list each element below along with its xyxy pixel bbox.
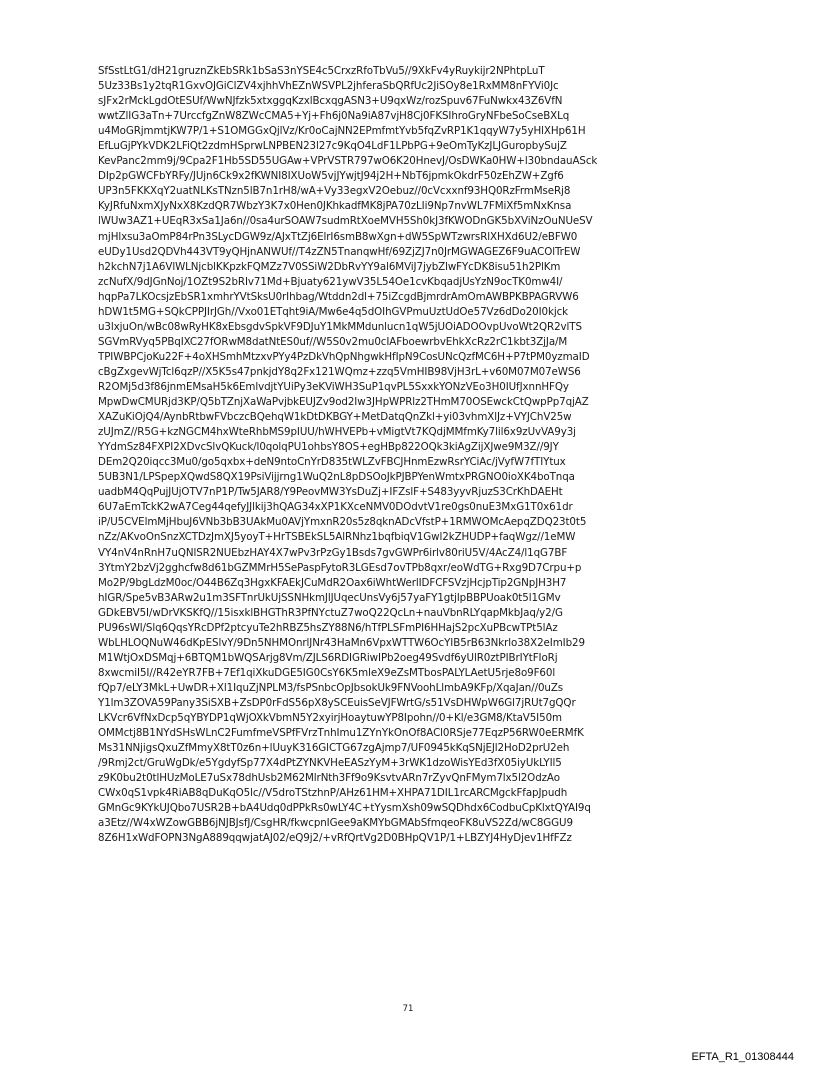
text-line: EfLuGjPYkVDK2LFiQt2zdmHSprwLNPBEN23l27c9KqO4LdF1LPbPG+9eOmTyKzJLJGuropbySujZ (98, 140, 567, 153)
text-line: h2kchN7j1A6VlWLNjcblKKpzkFQMZz7V0SSiW2DbRvYY9al6MViJ7jybZlwFYcDK8isu51h2PlKm (98, 260, 561, 273)
text-line: TPIWBPCjoKu22F+4oXHSmhMtzxvPYy4PzDkVhQpNhgwkHfIpN9CosUNcQzfMC6H+P7tPM0yzmaID (98, 350, 590, 363)
text-line: cBgZxgevWjTcl6qzP//X5K5s47pnkjdY8q2Fx121WQmz+zzq5VmHIB98VjH3rL+v60M07M07eWS6 (98, 365, 581, 378)
text-line: VY4nV4nRnH7uQNlSR2NUEbzHAY4X7wPv3rPzGy1Bsds7gvGWPr6irlv80riU5V/4AcZ4/l1qG7BF (98, 546, 568, 559)
text-line: MpwDwCMURjd3KP/Q5bTZnjXaWaPvjbkEUJZv9od2Iw3JHpWPRlz2THmM70OSEwckCtQwpPp7qjAZ (98, 396, 589, 409)
text-line: Mo2P/9bgLdzM0oc/O44B6Zq3HgxKFAEkJCuMdR2Oax6iWhtWerlIDFCFSVzjHcjpTip2GNpJH3H7 (98, 576, 567, 589)
text-line: /9Rmj2ct/GruWgDk/e5YgdyfSp77X4dPtZYNKVHeEASzYyM+3rWK1dzoWisYEd3fX05iyUkLYIl5 (98, 757, 562, 770)
text-line: 8xwcmiI5I//R42eYR7FB+7Ef1qiXkuDGE5IG0CsY6K5mleX9eZsMTbosPALYLAetU5rje8o9F60l (98, 666, 556, 679)
text-line: hIGR/Spe5vB3ARw2u1m3SFTnrUkUjSSNHkmJlJUqecUnsVy6j57yaFY1gtjlpBBPUoak0t5l1GMv (98, 591, 561, 604)
bates-number: EFTA_R1_01308444 (691, 1051, 794, 1063)
text-line: SfSstLtG1/dH21gruznZkEbSRk1bSaS3nYSE4c5CrxzRfoTbVu5//9XkFv4yRuykijr2NPhtpLuT (98, 65, 545, 77)
text-line: YYdmSz84FXPI2XDvcSlvQKuck/l0qolqPU1ohbsY8OS+egHBp822OQk3kiAgZijXJwe9M3Z//9JY (98, 441, 559, 454)
text-line: 6U7aEmTckK2wA7Ceg44qefyJJlkij3hQAG34xXP1KXceNMV0DOdvtV1re0gs0nuE3MxG1T0x61dr (98, 501, 573, 514)
text-line: OMMctj8B1NYdSHsWLnC2FumfmeVSPfFVrzTnhImu1ZYnYkOnOf8ACl0RSje77EqzP56RW0eERMfK (98, 727, 584, 740)
text-line: hqpPa7LKOcsjzEbSR1xmhrYVtSksU0rIhbag/Wtddn2dl+75iZcgdBjmrdrAmOmAWBPKBPAGRVW6 (98, 290, 579, 303)
text-line: UP3n5FKKXqY2uatNLKsTNzn5lB7n1rH8/wA+Vy33egxV2Oebuz//0cVcxxnf93HQ0RzFrmMseRj8 (98, 185, 571, 198)
text-line: DIp2pGWCFbYRFy/JUjn6Ck9x2fKWNI8IXUoW5vjJYwjtJ94j2H+NbT6jpmkOkdrF50zEhZW+Zgf6 (98, 170, 564, 183)
text-line: DEm2Q20iqcc3Mu0/go5qxbx+deN9ntoCnYrD835tWLZvFBCJHnmEzwRsrYCiAc/jVyfW7fTIYtux (98, 456, 566, 469)
text-line: a3Etz//W4xWZowGBB6jNJBJsfJ/CsgHR/fkwcpnIGee9aKMYbGMAbSfmqeoFK8uVS2Zd/wC8GGU9 (98, 817, 573, 830)
text-line: GMnGc9KYkUJQbo7USR2B+bA4Udq0dPPkRs0wLY4C+tYysmXsh09wSQDhdx6CodbuCpKlxtQYAI9q (98, 802, 591, 815)
text-line: KyJRfuNxmXJyNxX8KzdQR7WbzY3K7x0Hen0JKhkadfMK8jPA70zLIi9Np7nvWL7FMiXf5mNxKnsa (98, 200, 572, 213)
text-line: Ms31NNjigsQxuZfMmyX8tT0z6n+lUuyK316GlCTG67zgAjmp7/UF0945kKqSNjEJl2HoD2prU2eh (98, 742, 570, 755)
text-line: uadbM4QqPujJUjOTV7nP1P/Tw5JAR8/Y9PeovMW3YsDuZj+IFZslF+S483yyvRjuzS3CrKhDAEHt (98, 486, 563, 499)
text-line: u3lxjuOn/wBc08wRyHK8xEbsgdvSpkVF9DJuY1MkMMdunlucn1qW5jUOiADOOvpUvoWt2QR2vlTS (98, 320, 582, 333)
text-line: R2OMj5d3f86jnmEMsaH5k6EmlvdjtYUiPy3eKViWH3SuP1qvPL5SxxkYONzVEo3H0IUfJxnnHFQy (98, 380, 569, 393)
text-line: LKVcr6VfNxDcp5qYBYDP1qWjOXkVbmN5Y2xyirjHoaytuwYP8Ipohn//0+Kl/e3GM8/KtaV5I50m (98, 712, 562, 725)
text-line: mjHlxsu3aOmP84rPn3SLycDGW9z/AJxTtZj6ElrI6smB8wXgn+dW5SpWTzwrsRlXHXd6U2/eBFW0 (98, 230, 578, 243)
text-line: sJFx2rMckLgdOtESUf/WwNJfzk5xtxggqKzxlBcxqgASN3+U9qxWz/rozSpuv67FuNwkx43Z6VfN (98, 95, 563, 108)
text-line: wwtZlIG3aTn+7UrccfgZnW8ZWcCMA5+Yj+Fh6j0Na9iA87vjH8Cj0FKSIhroGryNFbeSoCseBXLq (98, 110, 570, 123)
text-line: PU96sWl/Slq6QqsYRcDPf2ptcyuTe2hRBZ5hsZY88N6/hTfPLSFmPI6HHajS2pcXuPBcwTPt5lAz (98, 621, 558, 634)
text-line: fQp7/eLY3MkL+UwDR+Xl1IquZjNPLM3/fsPSnbcOpJbsokUk9FNVoohLlmbA9KFp/XqaJan//0uZs (98, 681, 564, 694)
text-line: iP/U5CVElmMjHbuJ6VNb3bB3UAkMu0AVjYmxnR20s5z8qknADcVfstP+1RMWOMcAepqZDQ23t0t5 (98, 516, 587, 529)
text-line: GDkEBV5I/wDrVKSKfQ//15isxklBHGThR3PfNYctuZ7woQ22QcLn+nauVbnRLYqapMkbJaq/y2/G (98, 606, 563, 619)
text-line: SGVmRVyq5PBqIXC27fORwM8datNtES0uf//W5S0v2mu0cIAFboewrbvEhkXcRz2rC1kbt3ZjJa/M (98, 335, 568, 348)
text-line: zUJmZ//R5G+kzNGCM4hxWteRhbMS9pIUU/hWHVEPb+vMigtVt7KQdjMMfmKy7lil6x9zUvVA9y3j (98, 426, 576, 439)
text-line: 5UB3N1/LPSpepXQwdS8QX19PsiVijjrng1WuQ2nL8pDSOoJkPJBPYenWmtxPRGNO0ioXK4boTnqa (98, 471, 575, 484)
text-line: XAZuKiOjQ4/AynbRtbwFVbczcBQehqW1kDtDKBGY+MetDatqQnZkl+yi03vhmXlJz+VYJChV25w (98, 411, 572, 424)
text-line: zcNufX/9dJGnNoj/1OZt9S2bRIv71Md+Bjuaty621ywV35L54Oe1cvKbqadjUsYzN9ocTK0mw4I/ (98, 275, 563, 288)
text-line: u4MoGRjmmtjKW7P/1+S1OMGGxQjlVz/Kr0oCajNN2EPmfmtYvb5fqZvRP1K1qqyW7y5yHlXHp61H (98, 125, 586, 138)
text-line: WbLHLOQNuW46dKpESlvY/9Dn5NHMOnrlJNr43HaMn6VpxWTTW6OcYIB5rB63Nkrlo38X2eImIb29 (98, 636, 585, 649)
text-line: 3YtmY2bzVj2gghcfw8d61bGZMMrH5SePaspFytoR3LGEsd7ovTPb8qxr/eoWdTG+Rxg9D7Crpu+p (98, 561, 582, 574)
text-line: 8Z6H1xWdFOPN3NgA889qqwjatAJ02/eQ9j2/+vRfQrtVg2D0BHpQV1P/1+LBZYJ4HyDjev1HfFZz (98, 832, 572, 845)
text-line: nZz/AKvoOnSnzXCTDzJmXJ5yoyT+HrTSBEkSL5AlRNhz1bqfbiqV1Gwl2kZHUDP+faqWgz//1eMW (98, 531, 576, 544)
text-line: z9K0bu2t0tlHUzMoLE7uSx78dhUsb2M62MlrNth3Ff9o9KsvtvARn7rZyvQnFMym7lx5l2OdzAo (98, 772, 560, 785)
page-number: 71 (402, 1004, 414, 1014)
text-line: CWx0qS1vpk4RiAB8qDuKqO5lc//V5droTStzhnP/AHz61HM+XHPA71DIL1rcARCMgckFfapJpudh (98, 787, 568, 800)
text-line: lWUw3AZ1+UEqR3xSa1Ja6n//0sa4urSOAW7sudmRtXoeMVH5Sh0kJ3fKWODnGK5bXViNzOuNUeSV (98, 215, 593, 228)
text-line: 5Uz33Bs1y2tqR1GxvOJGiClZV4xjhhVhEZnWSVPL2jhferaSbQRfUc2JiSOy8e1RxMM8nFYVi0Jc (98, 80, 559, 93)
text-line: eUDy1Usd2QDVh443VT9yQHjnANWUf//T4zZN5TnanqwHf/69ZjZJ7n0JrMGWAGEZ6F9uACOlTrEW (98, 245, 581, 258)
text-line: Y1lm3ZOVA59Pany3SiSXB+ZsDP0rFdS56pX8ySCEuisSeVJFWrtG/s51VsDHWpW6Gl7jRUt7gQQr (98, 696, 576, 709)
text-line: KevPanc2mm9j/9Cpa2F1Hb5SD55UGAw+VPrVSTR797wO6K20HnevJ/OsDWKa0HW+l30bndauASck (98, 155, 598, 168)
encoded-text-block (98, 64, 738, 846)
text-line: hDW1t5MG+SQkCPPJIrJGh//Vxo01ETqht9iA/Mw6e4q5dOIhGVPmuUztUdOe57Vz6dDo20I0kjck (98, 305, 569, 318)
text-line: M1WtjOxDSMqj+6BTQM1bWQSArjg8Vm/ZJLS6RDIGRiwIPb2oeg49Svdf6yUlR0ztPIBrIYtFIoRj (98, 651, 558, 664)
